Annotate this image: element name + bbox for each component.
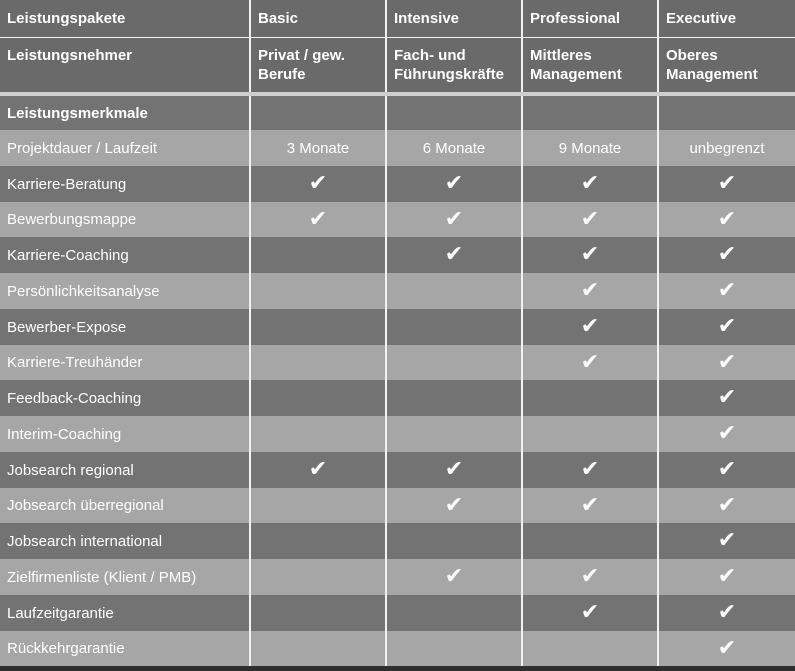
checkmark-icon: ✔: [717, 528, 737, 553]
empty-cell: [387, 273, 523, 309]
check-cell: [523, 559, 659, 595]
empty-cell: [523, 416, 659, 452]
section-row: [0, 96, 795, 130]
check-cell: [523, 166, 659, 202]
empty-cell: [251, 595, 387, 631]
empty-cell: [387, 345, 523, 380]
checkmark-icon: ✔: [444, 457, 464, 482]
header-intensive: Intensive: [387, 0, 523, 37]
checkmark-icon: ✔: [717, 171, 737, 196]
header-professional: Professional: [523, 0, 659, 37]
table-row: [0, 273, 795, 309]
empty-cell: [251, 237, 387, 273]
recipient-professional: Mittleres Management: [523, 38, 659, 92]
empty-cell: [523, 380, 659, 416]
checkmark-icon: ✔: [717, 564, 737, 589]
empty-cell: [251, 631, 387, 666]
check-cell: [387, 166, 523, 202]
row-label: Bewerber-Expose: [0, 309, 251, 345]
recipient-basic: Privat / gew. Berufe: [251, 38, 387, 92]
check-cell: [659, 523, 795, 559]
check-cell: [387, 488, 523, 523]
empty-cell: [387, 380, 523, 416]
empty-cell: [251, 273, 387, 309]
check-cell: [387, 202, 523, 237]
checkmark-icon: ✔: [717, 600, 737, 625]
table-row: [0, 345, 795, 380]
table-row: [0, 559, 795, 595]
check-cell: [523, 345, 659, 380]
check-cell: [523, 309, 659, 345]
row-label: Karriere-Beratung: [0, 166, 251, 202]
table-row: [0, 488, 795, 523]
empty-cell: [387, 631, 523, 666]
table-row: [0, 166, 795, 202]
row-value: unbegrenzt: [659, 130, 795, 166]
empty-cell: [387, 416, 523, 452]
table-row: [0, 452, 795, 488]
check-cell: [659, 380, 795, 416]
empty-cell: [251, 380, 387, 416]
checkmark-icon: ✔: [717, 314, 737, 339]
empty-cell: [251, 559, 387, 595]
checkmark-icon: ✔: [444, 206, 464, 232]
checkmark-icon: ✔: [580, 314, 600, 339]
empty-cell: [251, 416, 387, 452]
row-label: Jobsearch international: [0, 523, 251, 559]
checkmark-icon: ✔: [717, 242, 737, 267]
check-cell: [659, 202, 795, 237]
checkmark-icon: ✔: [580, 278, 600, 303]
check-cell: [523, 273, 659, 309]
row-value: 6 Monate: [387, 130, 523, 166]
checkmark-icon: ✔: [580, 242, 600, 267]
row-label: Bewerbungsmappe: [0, 202, 251, 237]
empty-cell: [251, 309, 387, 345]
checkmark-icon: ✔: [580, 206, 600, 232]
row-label: Jobsearch regional: [0, 452, 251, 488]
row-label: Zielfirmenliste (Klient / PMB): [0, 559, 251, 595]
header-row-packages: [0, 0, 795, 37]
checkmark-icon: ✔: [444, 242, 464, 267]
checkmark-icon: ✔: [580, 349, 600, 375]
table-row: [0, 631, 795, 666]
checkmark-icon: ✔: [308, 171, 328, 196]
header-row-recipients: [0, 38, 795, 92]
checkmark-icon: ✔: [580, 600, 600, 625]
check-cell: [251, 452, 387, 488]
check-cell: [387, 237, 523, 273]
check-cell: [523, 237, 659, 273]
checkmark-icon: ✔: [580, 564, 600, 589]
check-cell: [659, 166, 795, 202]
header-executive: Executive: [659, 0, 795, 37]
row-label: Laufzeitgarantie: [0, 595, 251, 631]
checkmark-icon: ✔: [717, 385, 737, 410]
checkmark-icon: ✔: [580, 171, 600, 196]
check-cell: [659, 237, 795, 273]
check-cell: [523, 488, 659, 523]
row-value: 3 Monate: [251, 130, 387, 166]
row-label: Feedback-Coaching: [0, 380, 251, 416]
empty-cell: [387, 595, 523, 631]
row-label: Rückkehrgarantie: [0, 631, 251, 666]
check-cell: [659, 416, 795, 452]
check-cell: [387, 452, 523, 488]
check-cell: [659, 488, 795, 523]
check-cell: [251, 166, 387, 202]
check-cell: [523, 595, 659, 631]
header-label-recipients: Leistungsnehmer: [0, 38, 251, 92]
recipient-executive: Oberes Management: [659, 38, 795, 92]
empty-cell: [523, 631, 659, 666]
table-row: [0, 309, 795, 345]
checkmark-icon: ✔: [444, 492, 464, 518]
check-cell: [659, 273, 795, 309]
checkmark-icon: ✔: [308, 206, 328, 232]
empty-cell: [251, 345, 387, 380]
empty-cell: [251, 488, 387, 523]
checkmark-icon: ✔: [717, 421, 737, 446]
empty-cell: [387, 309, 523, 345]
check-cell: [523, 452, 659, 488]
check-cell: [659, 595, 795, 631]
table-row: [0, 380, 795, 416]
checkmark-icon: ✔: [717, 635, 737, 661]
empty-cell: [251, 523, 387, 559]
header-label-packages: Leistungspakete: [0, 0, 251, 37]
check-cell: [659, 452, 795, 488]
check-cell: [387, 559, 523, 595]
checkmark-icon: ✔: [717, 278, 737, 303]
checkmark-icon: ✔: [444, 564, 464, 589]
check-cell: [523, 202, 659, 237]
row-label: Projektdauer / Laufzeit: [0, 130, 251, 166]
empty-cell: [523, 523, 659, 559]
check-cell: [251, 202, 387, 237]
row-label: Karriere-Coaching: [0, 237, 251, 273]
row-value: 9 Monate: [523, 130, 659, 166]
table-row: [0, 237, 795, 273]
checkmark-icon: ✔: [580, 492, 600, 518]
checkmark-icon: ✔: [444, 171, 464, 196]
table-row: [0, 595, 795, 631]
row-label: Karriere-Treuhänder: [0, 345, 251, 380]
recipient-intensive: Fach- und Führungskräfte: [387, 38, 523, 92]
checkmark-icon: ✔: [717, 349, 737, 375]
check-cell: [659, 631, 795, 666]
row-label: Jobsearch überregional: [0, 488, 251, 523]
check-cell: [659, 345, 795, 380]
section-label: Leistungsmerkmale: [0, 96, 251, 130]
check-cell: [659, 559, 795, 595]
row-label: Interim-Coaching: [0, 416, 251, 452]
empty-cell: [387, 523, 523, 559]
checkmark-icon: ✔: [308, 457, 328, 482]
header-basic: Basic: [251, 0, 387, 37]
checkmark-icon: ✔: [580, 457, 600, 482]
row-label: Persönlichkeitsanalyse: [0, 273, 251, 309]
table-row: [0, 523, 795, 559]
table-row: [0, 416, 795, 452]
table-row: [0, 202, 795, 237]
check-cell: [659, 309, 795, 345]
table-row: [0, 130, 795, 166]
checkmark-icon: ✔: [717, 206, 737, 232]
checkmark-icon: ✔: [717, 492, 737, 518]
checkmark-icon: ✔: [717, 457, 737, 482]
